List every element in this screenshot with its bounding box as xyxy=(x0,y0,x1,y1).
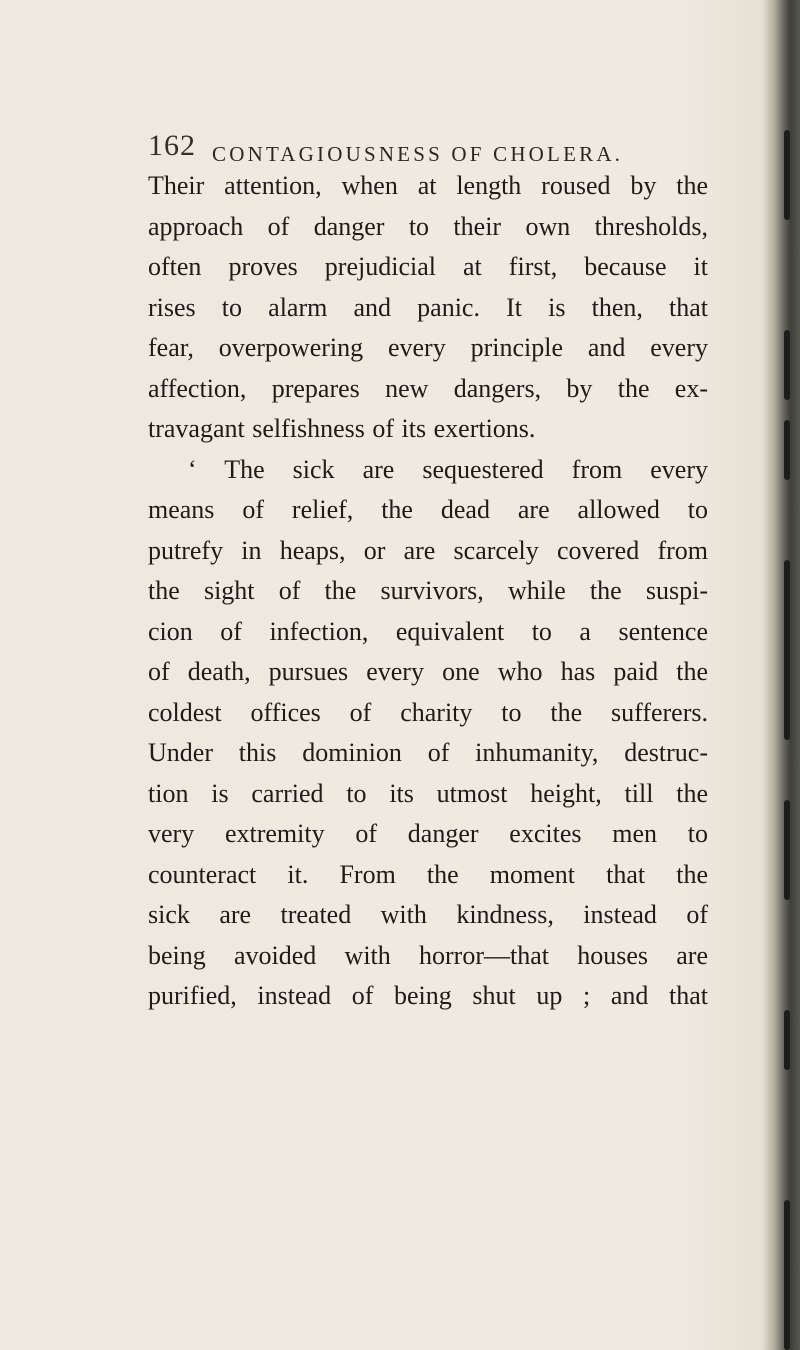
edge-shadow xyxy=(784,800,790,900)
text-line: fear, overpowering every principle and every xyxy=(148,333,708,362)
edge-shadow xyxy=(784,1010,790,1070)
binding-edge xyxy=(762,0,800,1350)
text-line: purified, instead of being shut up ; and that xyxy=(148,981,708,1010)
text-line: often proves prejudicial at first, because it xyxy=(148,252,708,281)
text-line: counteract it. From the moment that the xyxy=(148,859,708,889)
text-line: travagant selfishness of its exertions. xyxy=(148,414,536,443)
text-line: the sight of the survivors, while the suspi- xyxy=(148,576,708,605)
text-line: sick are treated with kindness, instead of xyxy=(148,900,708,929)
edge-shadow xyxy=(784,560,790,740)
edge-shadow xyxy=(784,420,790,480)
text-line: very extremity of danger excites men to xyxy=(148,819,708,848)
text-line: Their attention, when at length roused by the xyxy=(148,171,708,200)
text-line: of death, pursues every one who has paid the xyxy=(148,657,708,686)
text-line: rises to alarm and panic. It is then, that xyxy=(148,292,708,322)
text-line: tion is carried to its utmost height, till the xyxy=(148,778,708,808)
text-line: being avoided with horror—that houses are xyxy=(148,940,708,970)
running-title: CONTAGIOUSNESS OF CHOLERA. xyxy=(212,142,624,166)
body-text xyxy=(148,166,708,1017)
page-number: 162 xyxy=(148,129,196,162)
text-line: Under this dominion of inhumanity, destruc- xyxy=(148,738,708,767)
text-line: cion of infection, equivalent to a sentence xyxy=(148,616,708,646)
text-line: coldest offices of charity to the sufferers. xyxy=(148,697,708,727)
edge-shadow xyxy=(784,130,790,220)
text-line: ‘ The sick are sequestered from every xyxy=(188,454,708,484)
text-line: means of relief, the dead are allowed to xyxy=(148,495,708,524)
text-line: approach of danger to their own thresholds, xyxy=(148,211,708,241)
edge-shadow xyxy=(784,1200,790,1350)
text-line: affection, prepares new dangers, by the ex- xyxy=(148,373,708,403)
text-line: putrefy in heaps, or are scarcely covered from xyxy=(148,535,708,565)
edge-shadow xyxy=(784,330,790,400)
